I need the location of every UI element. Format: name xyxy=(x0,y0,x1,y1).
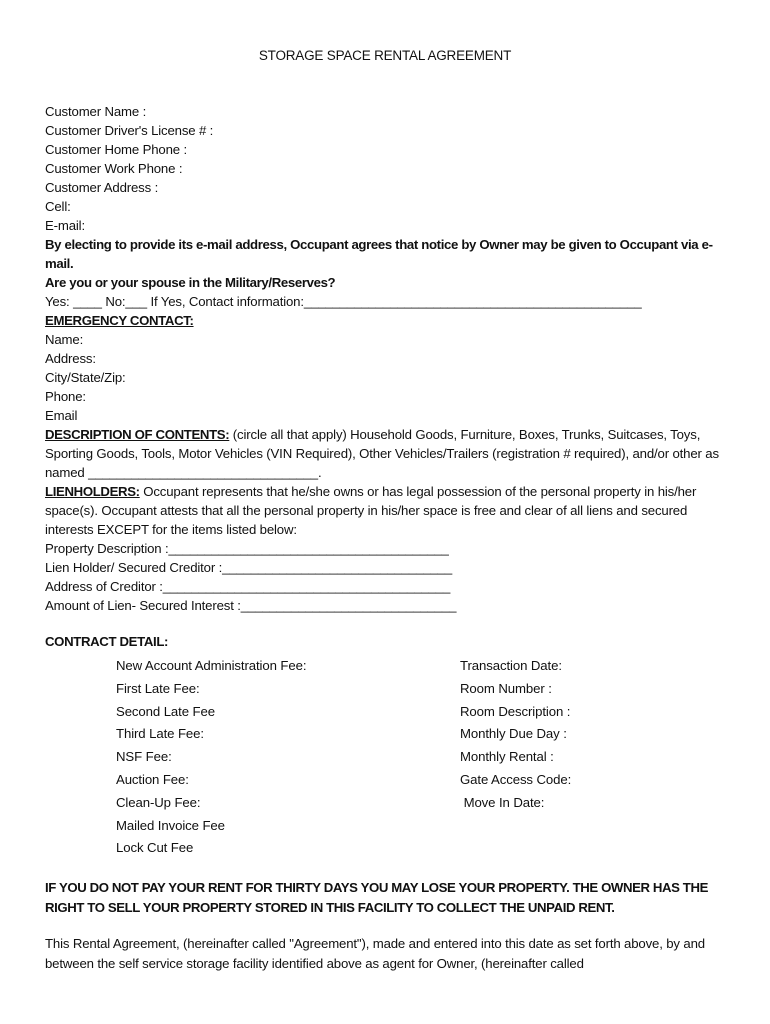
customer-address-field: Customer Address : xyxy=(45,180,159,195)
emergency-phone-field: Phone: xyxy=(45,389,86,404)
contents-heading: DESCRIPTION OF CONTENTS: xyxy=(45,427,230,442)
lienholders-text: Occupant represents that he/she owns or has legal possession of the personal property in his/her space(s). Occupant attests that all the personal property in his/her space is free and clear of all liens and secured interests EXCEPT for the items listed below: xyxy=(45,484,697,537)
rental-detail-item: Room Number : xyxy=(460,680,552,696)
rental-detail-item: Room Description : xyxy=(460,703,571,719)
document-title: STORAGE SPACE RENTAL AGREEMENT xyxy=(258,48,512,63)
emergency-city-field: City/State/Zip: xyxy=(45,370,126,385)
fee-item: Lock Cut Fee xyxy=(116,840,194,856)
lien-amount-field: Amount of Lien- Secured Interest :______________________________ xyxy=(45,598,457,613)
customer-email-field: E-mail: xyxy=(45,218,85,233)
fee-item: New Account Administration Fee: xyxy=(116,658,307,673)
emergency-email-field: Email xyxy=(45,408,78,423)
fee-item: Mailed Invoice Fee xyxy=(116,817,225,833)
contract-detail-section xyxy=(45,634,735,865)
lienholders-paragraph xyxy=(45,482,735,539)
emergency-address-field: Address: xyxy=(45,351,96,366)
customer-license-field: Customer Driver's License # : xyxy=(45,123,214,138)
contract-detail-heading: CONTRACT DETAIL: xyxy=(45,634,169,649)
contents-paragraph xyxy=(45,425,735,482)
contract-detail-columns xyxy=(45,655,735,865)
rental-detail-item: Gate Access Code: xyxy=(460,771,572,787)
fee-list xyxy=(116,655,306,860)
military-question: Are you or your spouse in the Military/Reserves? xyxy=(45,275,336,290)
fee-item: Third Late Fee: xyxy=(116,726,204,742)
rental-detail-item: Monthly Due Day : xyxy=(460,726,567,742)
fee-item: Auction Fee: xyxy=(116,771,189,787)
customer-cell-field: Cell: xyxy=(45,199,71,214)
lien-holder-field: Lien Holder/ Secured Creditor :________________________________ xyxy=(45,560,453,575)
fee-item: NSF Fee: xyxy=(116,749,172,765)
fee-item: Second Late Fee xyxy=(116,703,215,719)
document-body xyxy=(45,102,735,615)
contents-text: (circle all that apply) Household Goods, Furniture, Boxes, Trunks, Suitcases, Toys, Sporting Goods, Tools, Motor Vehicles (VIN Required), Other Vehicles/Trailers (registration # required), and/or other as named ________________________________. xyxy=(45,427,719,480)
property-description-field: Property Description :_______________________________________ xyxy=(45,541,449,556)
unpaid-rent-warning: IF YOU DO NOT PAY YOUR RENT FOR THIRTY DAYS YOU MAY LOSE YOUR PROPERTY. THE OWNER HAS THE RIGHT TO SELL YOUR PROPERTY STORED IN THIS FACILITY TO COLLECT THE UNPAID RENT. xyxy=(45,880,708,915)
rental-detail-item: Transaction Date: xyxy=(460,658,562,673)
rental-detail-list xyxy=(460,655,571,815)
customer-name-field: Customer Name : xyxy=(45,104,147,119)
fee-item: First Late Fee: xyxy=(116,680,200,696)
rental-detail-item: Monthly Rental : xyxy=(460,749,554,765)
rental-detail-item: Move In Date: xyxy=(460,794,545,810)
emergency-name-field: Name: xyxy=(45,332,84,347)
customer-home-phone-field: Customer Home Phone : xyxy=(45,142,187,157)
fee-item: Clean-Up Fee: xyxy=(116,794,201,810)
lienholders-heading: LIENHOLDERS: xyxy=(45,484,140,499)
creditor-address-field: Address of Creditor :________________________________________ xyxy=(45,579,451,594)
military-answer-line: Yes: ____ No:___ If Yes, Contact information:_______________________________________________ xyxy=(45,294,642,309)
agreement-intro-paragraph: This Rental Agreement, (hereinafter called "Agreement"), made and entered into this date as set forth above, by and between the self service storage facility identified above as agent for Owner, (hereinafter called xyxy=(45,936,705,971)
customer-work-phone-field: Customer Work Phone : xyxy=(45,161,183,176)
emergency-contact-heading: EMERGENCY CONTACT: xyxy=(45,313,194,328)
email-notice: By electing to provide its e-mail address, Occupant agrees that notice by Owner may be given to Occupant via e-mail. xyxy=(45,237,713,271)
